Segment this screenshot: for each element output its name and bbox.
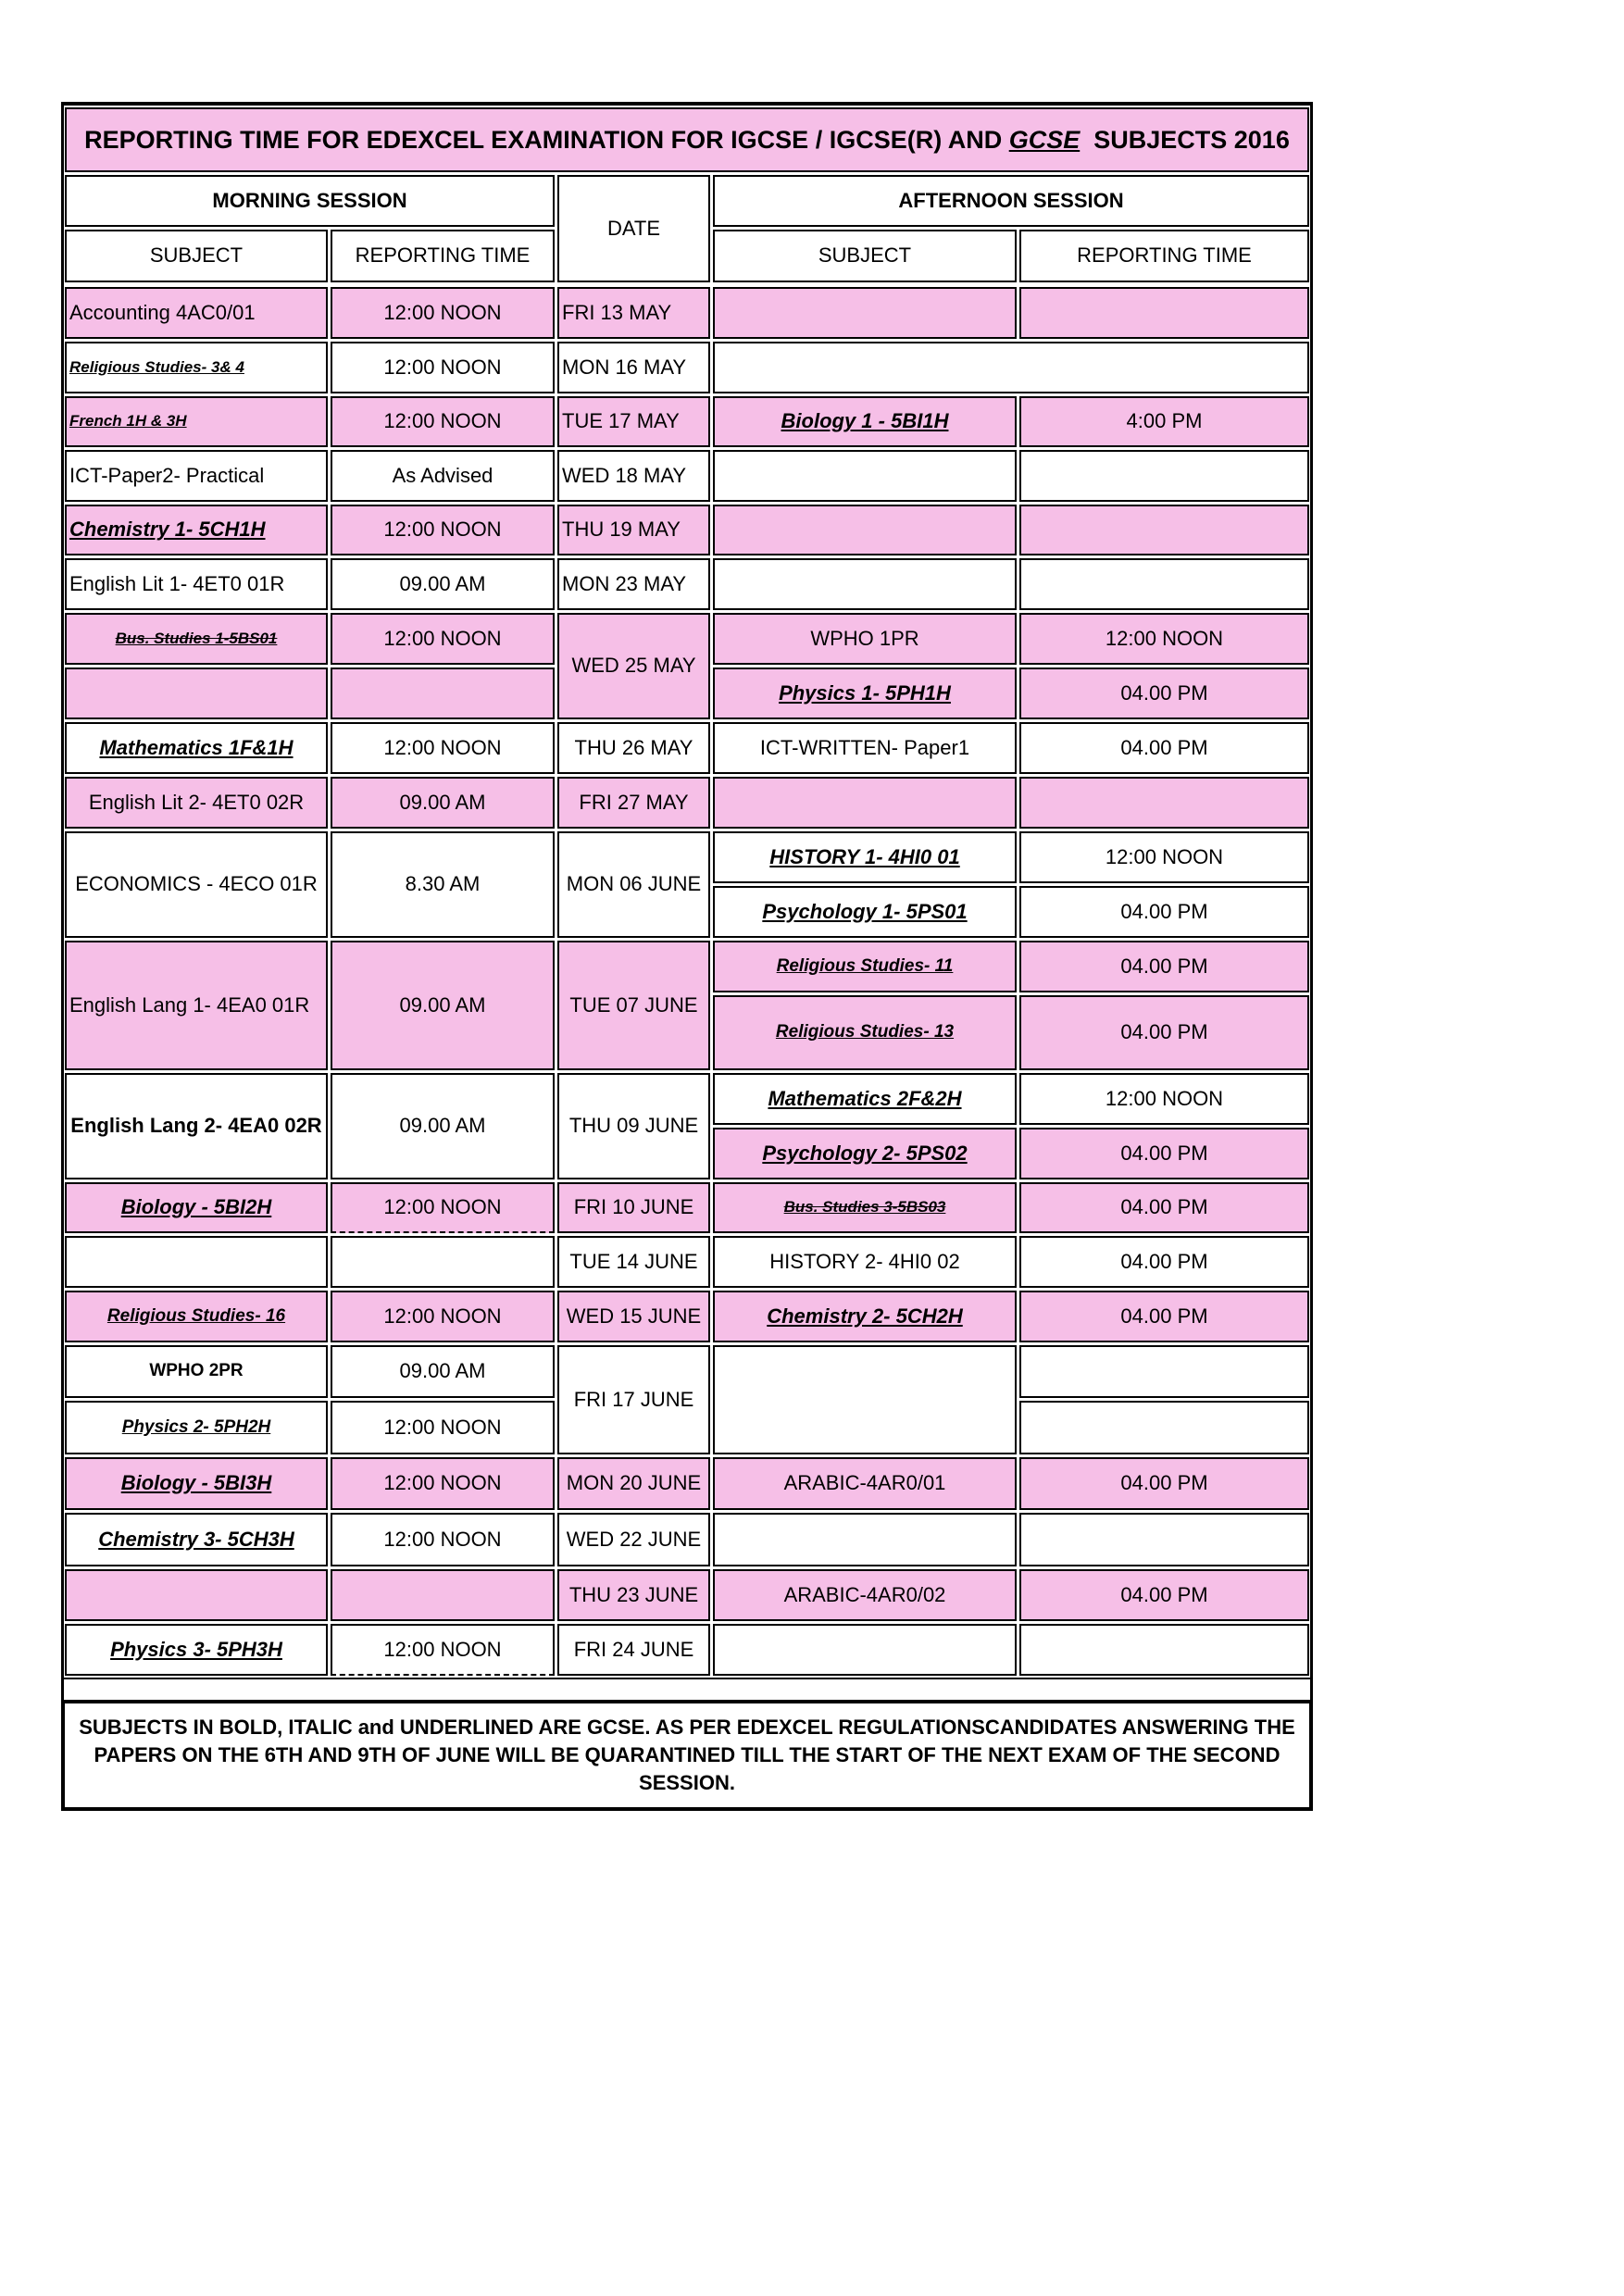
morning-time-cell: 09.00 AM <box>331 777 555 829</box>
afternoon-time-cell: 04.00 PM <box>1019 1236 1309 1288</box>
date-cell: WED 22 JUNE <box>557 1513 710 1566</box>
date-cell: THU 26 MAY <box>557 722 710 774</box>
afternoon-session-header: AFTERNOON SESSION <box>713 175 1309 227</box>
afternoon-time-cell <box>1019 1345 1309 1398</box>
morning-time-header: REPORTING TIME <box>331 230 555 282</box>
morning-time-cell: 12:00 NOON <box>331 1513 555 1566</box>
morning-time-cell: 09.00 AM <box>331 941 555 1070</box>
morning-time-cell: 12:00 NOON <box>331 287 555 339</box>
morning-session-header: MORNING SESSION <box>65 175 555 227</box>
afternoon-time-header: REPORTING TIME <box>1019 230 1309 282</box>
title-gcse: GCSE <box>1008 125 1081 154</box>
afternoon-time-cell <box>1019 1513 1309 1566</box>
gcse-quarantine-note: SUBJECTS IN BOLD, ITALIC and UNDERLINED ARE GCSE. AS PER EDEXCEL REGULATIONSCANDIDATES ANSWERING THE PAPERS ON THE 6TH AND 9TH OF JUNE WILL BE QUARANTINED TILL THE START OF THE NEXT EXAM OF THE SECOND SESSION. <box>61 1700 1313 1811</box>
morning-time-cell: 12:00 NOON <box>331 342 555 393</box>
morning-subject-cell: English Lit 2- 4ET0 02R <box>65 777 328 829</box>
morning-subject-header: SUBJECT <box>65 230 328 282</box>
afternoon-merged-empty-cell <box>713 342 1309 393</box>
date-cell: MON 16 MAY <box>557 342 710 393</box>
afternoon-time-cell <box>1019 450 1309 502</box>
afternoon-subject-cell <box>713 505 1017 555</box>
afternoon-subject-cell: Biology 1 - 5BI1H <box>713 396 1017 447</box>
date-cell: THU 19 MAY <box>557 505 710 555</box>
afternoon-time-cell: 04.00 PM <box>1019 1291 1309 1342</box>
afternoon-subject-cell: ICT-WRITTEN- Paper1 <box>713 722 1017 774</box>
morning-time-cell: 12:00 NOON <box>331 722 555 774</box>
morning-time-cell: As Advised <box>331 450 555 502</box>
date-cell: TUE 17 MAY <box>557 396 710 447</box>
morning-subject-cell: Bus. Studies 1-5BS01 <box>65 613 328 665</box>
morning-subject-cell <box>65 1236 328 1288</box>
afternoon-subject-cell <box>713 558 1017 610</box>
morning-subject-cell: Mathematics 1F&1H <box>65 722 328 774</box>
date-cell: FRI 27 MAY <box>557 777 710 829</box>
date-cell: MON 06 JUNE <box>557 831 710 938</box>
afternoon-time-cell: 04.00 PM <box>1019 1457 1309 1510</box>
afternoon-subject-cell <box>713 777 1017 829</box>
date-header: DATE <box>557 175 710 282</box>
afternoon-subject-cell <box>713 287 1017 339</box>
afternoon-time-cell <box>1019 558 1309 610</box>
date-cell: FRI 10 JUNE <box>557 1182 710 1233</box>
afternoon-subject-cell: Chemistry 2- 5CH2H <box>713 1291 1017 1342</box>
afternoon-time-cell: 4:00 PM <box>1019 396 1309 447</box>
date-cell: TUE 14 JUNE <box>557 1236 710 1288</box>
afternoon-subject-cell: Religious Studies- 11 <box>713 941 1017 992</box>
morning-subject-cell: Biology - 5BI3H <box>65 1457 328 1510</box>
afternoon-time-cell <box>1019 1401 1309 1454</box>
afternoon-subject-cell <box>713 1345 1017 1454</box>
afternoon-subject-cell: Psychology 1- 5PS01 <box>713 886 1017 938</box>
afternoon-subject-cell <box>713 1624 1017 1676</box>
morning-time-cell <box>331 1236 555 1288</box>
morning-subject-cell: ECONOMICS - 4ECO 01R <box>65 831 328 938</box>
afternoon-time-cell: 04.00 PM <box>1019 941 1309 992</box>
date-cell: FRI 13 MAY <box>557 287 710 339</box>
afternoon-subject-cell <box>713 450 1017 502</box>
morning-subject-cell: Chemistry 1- 5CH1H <box>65 505 328 555</box>
afternoon-subject-cell: HISTORY 1- 4HI0 01 <box>713 831 1017 883</box>
morning-time-cell: 09.00 AM <box>331 1073 555 1179</box>
afternoon-time-cell: 04.00 PM <box>1019 995 1309 1070</box>
afternoon-subject-cell: Mathematics 2F&2H <box>713 1073 1017 1125</box>
morning-subject-cell <box>65 668 328 719</box>
morning-subject-cell: Physics 2- 5PH2H <box>65 1401 328 1454</box>
date-cell: MON 20 JUNE <box>557 1457 710 1510</box>
date-cell: WED 18 MAY <box>557 450 710 502</box>
morning-subject-cell: English Lang 2- 4EA0 02R <box>65 1073 328 1179</box>
morning-time-cell: 09.00 AM <box>331 558 555 610</box>
morning-time-cell: 12:00 NOON <box>331 396 555 447</box>
morning-subject-cell: French 1H & 3H <box>65 396 328 447</box>
timetable-title <box>65 107 1309 172</box>
morning-time-cell: 12:00 NOON <box>331 613 555 665</box>
afternoon-subject-cell: Religious Studies- 13 <box>713 995 1017 1070</box>
morning-time-cell: 12:00 NOON <box>331 1182 555 1233</box>
afternoon-time-cell: 12:00 NOON <box>1019 613 1309 665</box>
table-top-border <box>61 102 1313 106</box>
morning-subject-cell: English Lang 1- 4EA0 01R <box>65 941 328 1070</box>
afternoon-time-cell: 04.00 PM <box>1019 722 1309 774</box>
date-cell: MON 23 MAY <box>557 558 710 610</box>
morning-time-cell: 12:00 NOON <box>331 1291 555 1342</box>
morning-time-cell: 8.30 AM <box>331 831 555 938</box>
afternoon-subject-cell: Physics 1- 5PH1H <box>713 668 1017 719</box>
afternoon-time-cell: 12:00 NOON <box>1019 831 1309 883</box>
date-cell: WED 25 MAY <box>557 613 710 719</box>
morning-time-cell <box>331 668 555 719</box>
morning-time-cell <box>331 1569 555 1621</box>
afternoon-subject-cell: WPHO 1PR <box>713 613 1017 665</box>
table-bottom-rule <box>61 1678 1313 1679</box>
morning-subject-cell: Religious Studies- 16 <box>65 1291 328 1342</box>
morning-subject-cell: WPHO 2PR <box>65 1345 328 1398</box>
morning-subject-cell: English Lit 1- 4ET0 01R <box>65 558 328 610</box>
date-cell: TUE 07 JUNE <box>557 941 710 1070</box>
afternoon-subject-cell: ARABIC-4AR0/02 <box>713 1569 1017 1621</box>
afternoon-time-cell <box>1019 287 1309 339</box>
date-cell: FRI 24 JUNE <box>557 1624 710 1676</box>
morning-subject-cell: Accounting 4AC0/01 <box>65 287 328 339</box>
date-cell: THU 09 JUNE <box>557 1073 710 1179</box>
morning-time-cell: 12:00 NOON <box>331 1457 555 1510</box>
morning-subject-cell: Biology - 5BI2H <box>65 1182 328 1233</box>
afternoon-time-cell <box>1019 505 1309 555</box>
afternoon-time-cell: 04.00 PM <box>1019 668 1309 719</box>
afternoon-subject-header: SUBJECT <box>713 230 1017 282</box>
afternoon-subject-cell: HISTORY 2- 4HI0 02 <box>713 1236 1017 1288</box>
afternoon-time-cell: 04.00 PM <box>1019 886 1309 938</box>
date-cell: THU 23 JUNE <box>557 1569 710 1621</box>
afternoon-time-cell: 12:00 NOON <box>1019 1073 1309 1125</box>
morning-time-cell: 12:00 NOON <box>331 505 555 555</box>
morning-time-cell: 12:00 NOON <box>331 1401 555 1454</box>
morning-subject-cell: Physics 3- 5PH3H <box>65 1624 328 1676</box>
morning-subject-cell: Religious Studies- 3& 4 <box>65 342 328 393</box>
afternoon-time-cell <box>1019 1624 1309 1676</box>
date-cell: FRI 17 JUNE <box>557 1345 710 1454</box>
morning-time-cell: 09.00 AM <box>331 1345 555 1398</box>
afternoon-subject-cell <box>713 1513 1017 1566</box>
date-cell: WED 15 JUNE <box>557 1291 710 1342</box>
morning-subject-cell: ICT-Paper2- Practical <box>65 450 328 502</box>
afternoon-time-cell <box>1019 777 1309 829</box>
morning-time-cell: 12:00 NOON <box>331 1624 555 1676</box>
afternoon-subject-cell: Psychology 2- 5PS02 <box>713 1128 1017 1179</box>
afternoon-subject-cell: ARABIC-4AR0/01 <box>713 1457 1017 1510</box>
morning-subject-cell: Chemistry 3- 5CH3H <box>65 1513 328 1566</box>
morning-subject-cell <box>65 1569 328 1621</box>
afternoon-time-cell: 04.00 PM <box>1019 1128 1309 1179</box>
title-part-1: REPORTING TIME FOR EDEXCEL EXAMINATION FOR IGCSE / IGCSE(R) AND <box>84 125 1009 154</box>
afternoon-subject-cell: Bus. Studies 3-5BS03 <box>713 1182 1017 1233</box>
afternoon-time-cell: 04.00 PM <box>1019 1182 1309 1233</box>
title-part-2: SUBJECTS 2016 <box>1080 125 1290 154</box>
afternoon-time-cell: 04.00 PM <box>1019 1569 1309 1621</box>
